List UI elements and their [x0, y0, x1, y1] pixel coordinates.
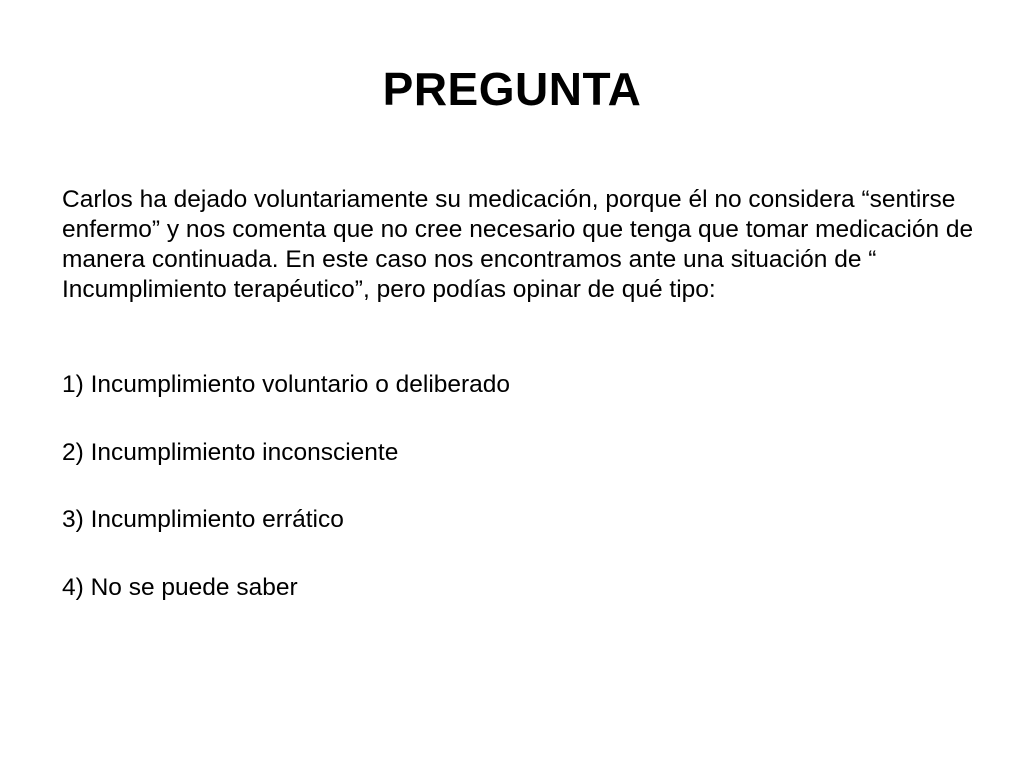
answer-option-4: 4) No se puede saber	[62, 573, 298, 601]
answer-option-2: 2) Incumplimiento inconsciente	[62, 438, 399, 466]
question-text: Carlos ha dejado voluntariamente su medicación, porque él no considera “sentirse enfermo” y nos comenta que no cree necesario que tenga que tomar medicación de manera continuada. En este caso nos encontramos ante una situación de “ Incumplimiento terapéutico”, pero podías opinar de qué tipo:	[62, 186, 974, 303]
answer-option-1: 1) Incumplimiento voluntario o deliberado	[62, 371, 511, 398]
answer-option-3: 3) Incumplimiento errático	[62, 506, 344, 533]
slide-title: PREGUNTA	[382, 63, 642, 115]
answer-options-list	[62, 370, 982, 640]
